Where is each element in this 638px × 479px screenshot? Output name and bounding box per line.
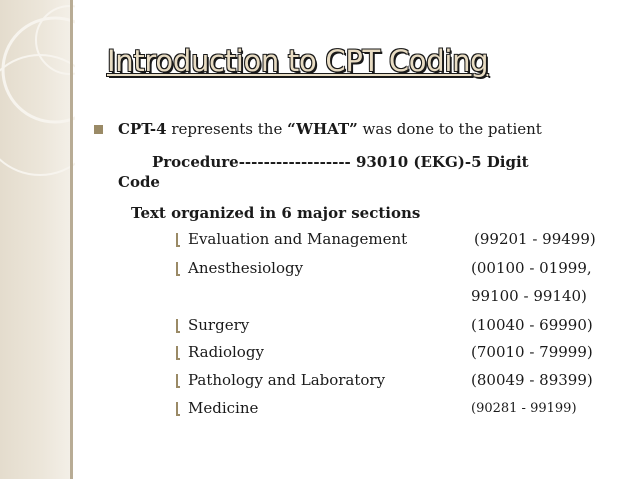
section-range: (70010 - 79999) — [471, 343, 593, 361]
list-marker-icon — [176, 402, 180, 416]
section-range: (80049 - 89399) — [471, 371, 593, 389]
section-range: (99201 - 99499) — [474, 230, 596, 248]
procedure-line: Procedure------------------ 93010 (EKG)-5 Digit — [152, 153, 529, 171]
section-range-cont: 99100 - 99140) — [471, 287, 587, 305]
section-name: Anesthesiology — [188, 259, 304, 277]
definition-text-b: was done to the patient — [357, 120, 542, 138]
sections-heading: Text organized in 6 major sections — [131, 204, 421, 222]
square-bullet-icon — [94, 125, 103, 134]
section-name: Pathology and Laboratory — [188, 371, 386, 389]
slide-title: Introduction to CPT Coding — [107, 44, 489, 78]
definition-text-a: represents the — [166, 120, 288, 138]
section-range: (90281 - 99199) — [471, 401, 577, 416]
section-name: Surgery — [188, 316, 250, 334]
list-marker-icon — [176, 374, 180, 388]
section-name: Evaluation and Management — [188, 230, 408, 248]
what-quote: “WHAT” — [287, 120, 358, 138]
procedure-line-cont: Code — [118, 173, 160, 191]
decorative-circles — [0, 0, 75, 479]
vertical-divider — [70, 0, 73, 479]
cpt-definition — [118, 120, 542, 138]
section-name: Medicine — [188, 399, 259, 417]
list-marker-icon — [176, 346, 180, 360]
section-name: Radiology — [188, 343, 264, 361]
cpt-term: CPT-4 — [118, 120, 167, 138]
section-range: (00100 - 01999, — [471, 259, 592, 277]
procedure-example — [118, 152, 588, 192]
list-marker-icon — [176, 319, 180, 333]
list-marker-icon — [176, 262, 180, 276]
section-range: (10040 - 69990) — [471, 316, 593, 334]
list-marker-icon — [176, 233, 180, 247]
